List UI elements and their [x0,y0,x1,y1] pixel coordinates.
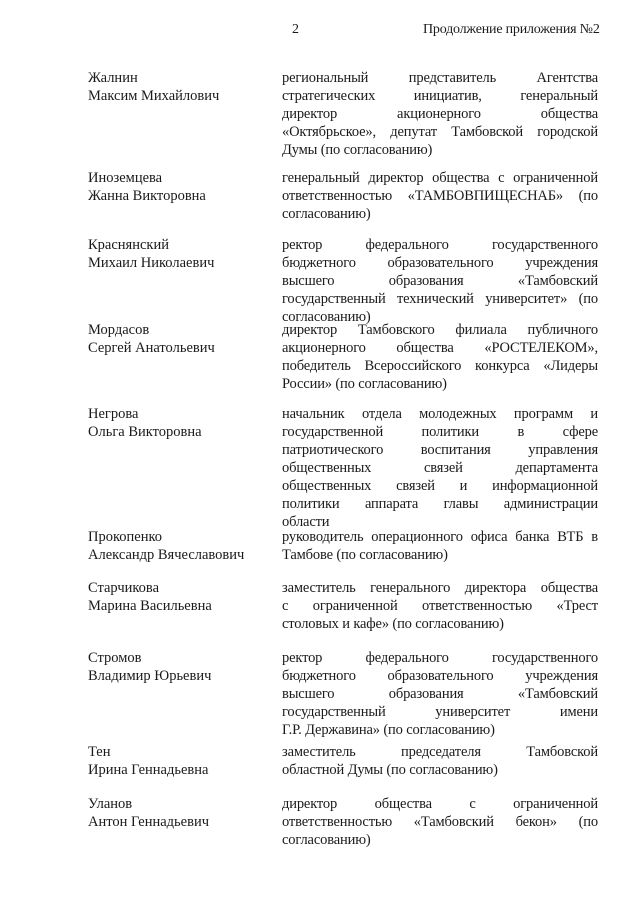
description-line: Думы (по согласованию) [282,142,433,158]
description-line: патриотического воспитания управления [282,442,598,458]
description-line: политики аппарата главы администрации [282,496,598,512]
position-description [282,321,598,393]
position-description [282,743,598,779]
person-name [88,528,278,564]
description-line: государственный технический университет» (по [282,291,598,307]
description-line: областной Думы (по согласованию) [282,762,498,778]
description-line: согласованию) [282,309,371,325]
description-line: заместитель председателя Тамбовской [282,744,598,760]
position-description [282,579,598,633]
description-line: стратегических инициатив, генеральный [282,88,598,104]
description-line: директор общества с ограниченной [282,796,598,812]
description-line: области [282,514,330,530]
description-line: акционерного общества «РОСТЕЛЕКОМ», [282,340,598,356]
surname: Негрова [88,406,139,422]
given-name: Антон Геннадьевич [88,814,210,830]
surname: Уланов [88,796,133,812]
given-name: Ирина Геннадьевна [88,762,209,778]
given-name: Александр Вячеславович [88,547,245,563]
description-line: «Октябрьское», депутат Тамбовской городской [282,124,598,140]
person-name [88,579,278,615]
person-name [88,405,278,441]
description-line: согласованию) [282,206,371,222]
given-name: Михаил Николаевич [88,255,215,271]
page-number: 2 [292,22,299,37]
surname: Старчикова [88,580,160,596]
description-line: ректор федерального государственного [282,237,598,253]
description-line: заместитель генерального директора общества [282,580,598,596]
description-line: руководитель операционного офиса банка ВТБ в [282,529,598,545]
position-description [282,528,598,564]
description-line: директор акционерного общества [282,106,598,122]
description-line: ректор федерального государственного [282,650,598,666]
description-line: Тамбове (по согласованию) [282,547,448,563]
description-line: общественных связей и информационной [282,478,598,494]
position-description [282,405,598,531]
description-line: с ограниченной ответственностью «Трест [282,598,598,614]
description-line: высшего образования «Тамбовский [282,686,598,702]
description-line: государственный университет имени [282,704,598,720]
description-line: государственной политики в сфере [282,424,598,440]
person-name [88,795,278,831]
position-description [282,69,598,159]
position-description [282,169,598,223]
position-description [282,649,598,739]
surname: Краснянский [88,237,169,253]
description-line: бюджетного образовательного учреждения [282,255,598,271]
surname: Иноземцева [88,170,163,186]
position-description [282,795,598,849]
surname: Стромов [88,650,142,666]
surname: Тен [88,744,111,760]
description-line: ответственностью «Тамбовский бекон» (по [282,814,598,830]
continuation-header: Продолжение приложения №2 [423,22,600,37]
given-name: Марина Васильевна [88,598,212,614]
description-line: согласованию) [282,832,371,848]
person-name [88,743,278,779]
description-line: общественных связей департамента [282,460,598,476]
surname: Жалнин [88,70,138,86]
description-line: ответственностью «ТАМБОВПИЩЕСНАБ» (по [282,188,598,204]
position-description [282,236,598,326]
description-line: директор Тамбовского филиала публичного [282,322,598,338]
description-line: высшего образования «Тамбовский [282,273,598,289]
person-name [88,649,278,685]
given-name: Ольга Викторовна [88,424,202,440]
description-line: бюджетного образовательного учреждения [282,668,598,684]
description-line: столовых и кафе» (по согласованию) [282,616,504,632]
given-name: Максим Михайлович [88,88,220,104]
surname: Прокопенко [88,529,163,545]
description-line: России» (по согласованию) [282,376,447,392]
surname: Мордасов [88,322,150,338]
person-name [88,169,278,205]
description-line: Г.Р. Державина» (по согласованию) [282,722,495,738]
description-line: победитель Всероссийского конкурса «Лидеры [282,358,598,374]
person-name [88,69,278,105]
description-line: региональный представитель Агентства [282,70,598,86]
description-line: генеральный директор общества с ограниченной [282,170,598,186]
person-name [88,321,278,357]
given-name: Сергей Анатольевич [88,340,215,356]
person-name [88,236,278,272]
given-name: Владимир Юрьевич [88,668,212,684]
description-line: начальник отдела молодежных программ и [282,406,598,422]
given-name: Жанна Викторовна [88,188,206,204]
